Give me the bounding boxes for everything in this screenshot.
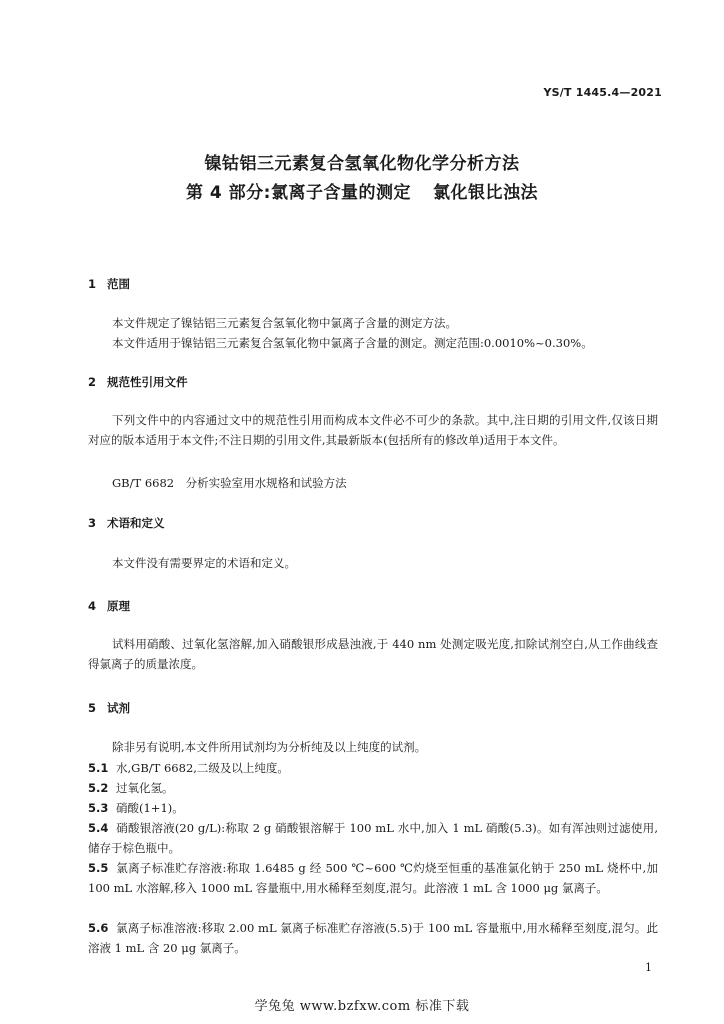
- std-number: YS/T 1445.4—2021: [543, 86, 662, 99]
- section-4-heading: [88, 598, 130, 614]
- reagent-item: [88, 778, 658, 798]
- section-title: 规范性引用文件: [107, 375, 188, 389]
- section-title: 术语和定义: [107, 516, 165, 530]
- section-num: 1: [88, 277, 97, 291]
- title-line-1: 镍钴铝三元素复合氢氧化物化学分析方法: [204, 154, 520, 174]
- item-number: 5.6: [88, 921, 109, 935]
- reagent-item: [88, 858, 658, 898]
- section-5-heading: [88, 700, 130, 716]
- section-1-p2: 本文件适用于镍钴铝三元素复合氢氧化物中氯离子含量的测定。测定范围:0.0010%~0.30%。: [112, 336, 593, 350]
- item-text: 过氧化氢。: [116, 781, 174, 795]
- section-2-heading: [88, 374, 188, 390]
- section-title: 范围: [107, 277, 130, 291]
- section-2-ref: GB/T 6682 分析实验室用水规格和试验方法: [112, 476, 347, 490]
- item-text: 氯离子标准溶液:移取 2.00 mL 氯离子标准贮存溶液(5.5)于 100 mL 容量瓶中,用水稀释至刻度,混匀。此溶液 1 mL 含 20 μg 氯离子。: [88, 921, 658, 955]
- title-part-label: 第 4 部分:氯离子含量的测定: [186, 183, 411, 203]
- section-num: 4: [88, 599, 97, 613]
- item-number: 5.5: [88, 861, 109, 875]
- item-number: 5.4: [88, 821, 109, 835]
- item-number: 5.3: [88, 801, 109, 815]
- section-5-intro: 除非另有说明,本文件所用试剂均为分析纯及以上纯度的试剂。: [112, 740, 427, 754]
- reagent-item: [88, 758, 658, 778]
- section-num: 3: [88, 516, 97, 530]
- item-number: 5.1: [88, 761, 109, 775]
- footer-watermark: 学兔兔 www.bzfxw.com 标准下载: [254, 999, 470, 1014]
- section-title: 原理: [107, 599, 130, 613]
- item-number: 5.2: [88, 781, 109, 795]
- item-text: 硝酸(1+1)。: [116, 801, 184, 815]
- item-text: 水,GB/T 6682,二级及以上纯度。: [116, 761, 289, 775]
- section-1-heading: [88, 276, 130, 292]
- title-method: 氯化银比浊法: [432, 183, 538, 203]
- page-number: 1: [645, 961, 652, 974]
- section-4-p1: 试料用硝酸、过氧化氢溶解,加入硝酸银形成悬浊液,于 440 nm 处测定吸光度,扣除试剂空白,从工作曲线查得氯离子的质量浓度。: [88, 637, 658, 671]
- section-num: 2: [88, 375, 97, 389]
- section-3-p1: 本文件没有需要界定的术语和定义。: [112, 556, 296, 570]
- item-text: 氯离子标准贮存溶液:称取 1.6485 g 经 500 ℃~600 ℃灼烧至恒重的基准氯化钠于 250 mL 烧杯中,加 100 mL 水溶解,移入 1000 mL 容量瓶中,用水稀释至刻度,混匀。此溶液 1 mL 含 1000 μg 氯离子。: [88, 861, 658, 895]
- item-text: 硝酸银溶液(20 g/L):称取 2 g 硝酸银溶解于 100 mL 水中,加入 1 mL 硝酸(5.3)。如有浑浊则过滤使用,储存于棕色瓶中。: [88, 821, 658, 855]
- section-1-p1: 本文件规定了镍钴铝三元素复合氢氧化物中氯离子含量的测定方法。: [112, 316, 457, 330]
- reagent-item: [88, 798, 658, 818]
- title-line-2: [0, 178, 724, 203]
- reagent-item: [88, 918, 658, 958]
- section-3-heading: [88, 515, 165, 531]
- section-2-p1: 下列文件中的内容通过文中的规范性引用而构成本文件必不可少的条款。其中,注日期的引用文件,仅该日期对应的版本适用于本文件;不注日期的引用文件,其最新版本(包括所有的修改单)适用于本文件。: [88, 413, 658, 447]
- section-num: 5: [88, 701, 97, 715]
- reagent-item: [88, 818, 658, 858]
- section-title: 试剂: [107, 701, 130, 715]
